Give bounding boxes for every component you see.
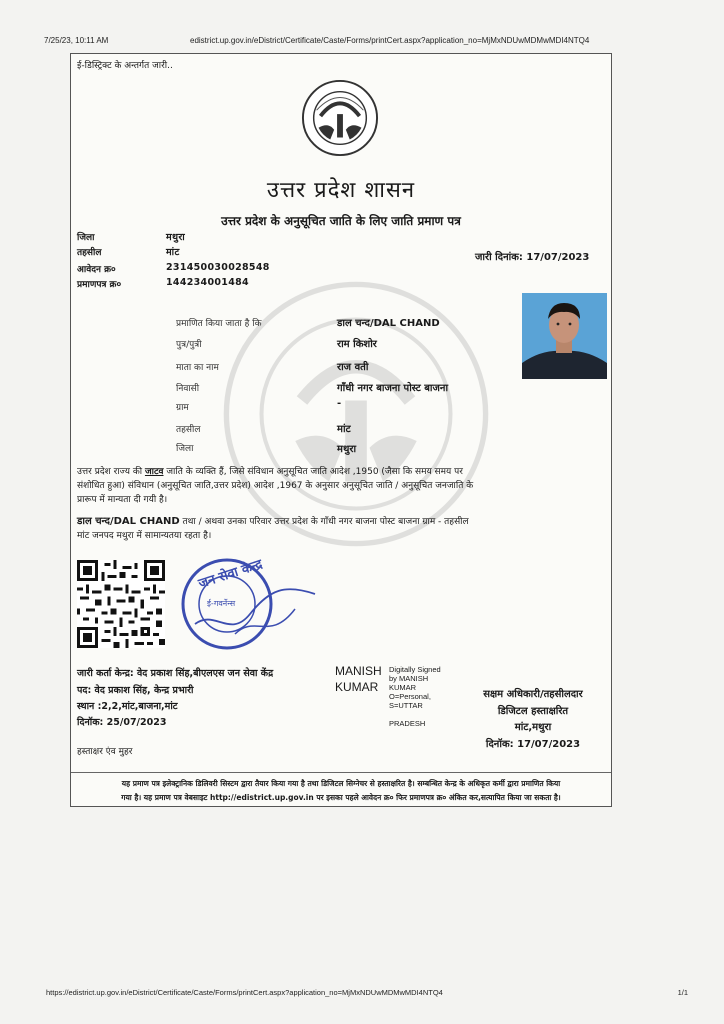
authority-date: दिनॉक: 17/07/2023 — [485, 739, 581, 750]
field-value-district: मथुरा — [337, 444, 357, 455]
field-value-tehsil: मांट — [337, 424, 351, 435]
issue-date-label: जारी दिनांक: — [475, 252, 523, 263]
caste-statement-line3: प्रारूप में मान्यता दी गयी है। — [77, 495, 168, 505]
verification-note-line1: यह प्रमाण पत्र इलेक्ट्रानिक डिलिवरी सिस्टम द्वारा तैयार किया गया है तथा डिजिटल सिग्नेचर से हस्ताक्षरित है। सम्बन्धित केन्द्र के अधिकृत कर्मी द्वारा प्रमाणित किया — [121, 779, 561, 788]
caste-name: जाटव — [144, 467, 164, 477]
field-value-village: - — [337, 398, 342, 409]
caste-statement-line1 — [77, 465, 603, 479]
caste-certificate — [70, 53, 612, 807]
verification-note — [71, 772, 611, 805]
field-label-tehsil: तहसील — [176, 425, 201, 435]
district-value: मथुरा — [166, 232, 185, 243]
digital-signature-line: S=UTTAR — [389, 701, 423, 710]
government-title: उत्तर प्रदेश शासन — [266, 178, 416, 203]
print-url: edistrict.up.gov.in/eDistrict/Certificate/Caste/Forms/printCert.aspx?application_no=MjMxNDUwMDMwMDI4NTQ4 — [190, 36, 590, 45]
field-value-name: डाल चन्द/DAL CHAND — [337, 318, 440, 329]
person-photo-icon — [522, 293, 607, 379]
field-label-certified: प्रमाणित किया जाता है कि — [176, 319, 262, 329]
print-header — [44, 36, 704, 50]
field-label-son-of: पुत्र/पुत्री — [176, 340, 202, 350]
jan-seva-kendra-stamp — [175, 554, 325, 654]
certificate-number-value: 144234001484 — [166, 277, 249, 288]
print-page-number: 1/1 — [677, 988, 688, 997]
caste-statement-line2: संशोधित हुआ) संविधान (अनुसूचित जाति,उत्तर प्रदेश) आदेश ,1967 के अनुसार अनुसूचित जाति / अनुसूचित जनजाति के — [77, 481, 474, 491]
residence-statement-rest: तथा / अथवा उनका परिवार उत्तर प्रदेश के गाँधी नगर बाजना पोस्ट बाजना ग्राम - तहसील — [182, 517, 469, 527]
residence-person-name: डाल चन्द/DAL CHAND — [77, 516, 180, 527]
verification-note-line2: गया है। यह प्रमाण पत्र वेबसाइट http://edistrict.up.gov.in पर इसका पहले आवेदन क्र० फिर प्रमाणपत्र क्र० अंकित कर,सत्यापित किया जा सकता है। — [121, 793, 561, 802]
print-datetime: 7/25/23, 10:11 AM — [44, 36, 109, 45]
field-value-resident: गाँधी नगर बाजना पोस्ट बाजना — [337, 383, 449, 394]
field-label-village: ग्राम — [176, 403, 189, 413]
issue-date-value: 17/07/2023 — [526, 252, 590, 263]
authority-place: मांट,मथुरा — [514, 722, 552, 733]
signature-and-seal-label: हस्ताक्षर एंव मुहर — [77, 747, 133, 757]
issuer-center: जारी कर्ता केन्द्र: वेद प्रकाश सिंह,बीएलएस जन सेवा केंद्र — [77, 668, 274, 679]
digital-signature-spacer — [389, 710, 441, 719]
digital-signature-details — [389, 665, 441, 728]
applicant-photo — [522, 293, 607, 379]
issued-under-note: ई-डिस्ट्रिक्ट के अन्तर्गत जारी.. — [77, 61, 173, 71]
digital-signature-line: KUMAR — [389, 683, 417, 692]
issuer-place: स्थान :2,2,मांट,बाजना,मांट — [77, 701, 178, 712]
residence-statement-line1 — [77, 515, 603, 529]
caste-statement — [77, 465, 603, 507]
field-label-district: जिला — [176, 444, 194, 454]
field-label-resident: निवासी — [176, 384, 200, 394]
issue-date — [475, 249, 589, 263]
print-footer-url: https://edistrict.up.gov.in/eDistrict/Certificate/Caste/Forms/printCert.aspx?application_no=MjMxNDUwMDMwMDI4NTQ4 — [46, 988, 443, 997]
qr-code-icon — [77, 560, 165, 648]
issuer-date: दिनॉक: 25/07/2023 — [77, 717, 167, 728]
digital-signature-line: Digitally Signed — [389, 665, 441, 674]
tehsil-value: मांट — [166, 247, 180, 258]
caste-statement-prefix: उत्तर प्रदेश राज्य की — [77, 467, 143, 477]
residence-statement — [77, 515, 603, 543]
field-value-father: राम किशोर — [337, 339, 377, 350]
authority-title: सक्षम अधिकारी/तहसीलदार — [483, 689, 583, 700]
authority-digital: डिजिटल हस्ताक्षरित — [497, 706, 569, 717]
signer-name-line2: KUMAR — [335, 680, 379, 694]
field-label-mother: माता का नाम — [176, 363, 219, 373]
digital-signature-line: O=Personal, — [389, 692, 431, 701]
certificate-number-label: प्रमाणपत्र क्र० — [77, 280, 122, 290]
tehsil-label: तहसील — [77, 248, 102, 258]
print-footer — [46, 988, 688, 1002]
stamp-center-text: ई-गवर्नेन्स — [207, 599, 236, 608]
up-government-emblem-icon — [301, 79, 379, 157]
stamp-top-text: जन सेवा केन्द्र — [196, 557, 265, 592]
digital-signature-line: by MANISH — [389, 674, 429, 683]
certificate-title: उत्तर प्रदेश के अनुसूचित जाति के लिए जाति प्रमाण पत्र — [221, 214, 461, 228]
issuer-post: पद: वेद प्रकाश सिंह, केन्द्र प्रभारी — [77, 685, 194, 696]
district-label: जिला — [77, 233, 95, 243]
digital-signature-line: PRADESH — [389, 719, 426, 728]
caste-statement-rest: जाति के व्यक्ति हैं, जिसे संविधान अनुसूचित जाति आदेश ,1950 (जैसा कि समय समय पर — [166, 467, 463, 477]
application-number-value: 231450030028548 — [166, 262, 270, 273]
application-number-label: आवेदन क्र० — [77, 265, 116, 275]
signer-name-line1: MANISH — [335, 664, 382, 678]
field-value-mother: राज वती — [337, 362, 369, 373]
residence-statement-line2: मांट जनपद मथुरा में सामान्यतया रहता है। — [77, 531, 212, 541]
